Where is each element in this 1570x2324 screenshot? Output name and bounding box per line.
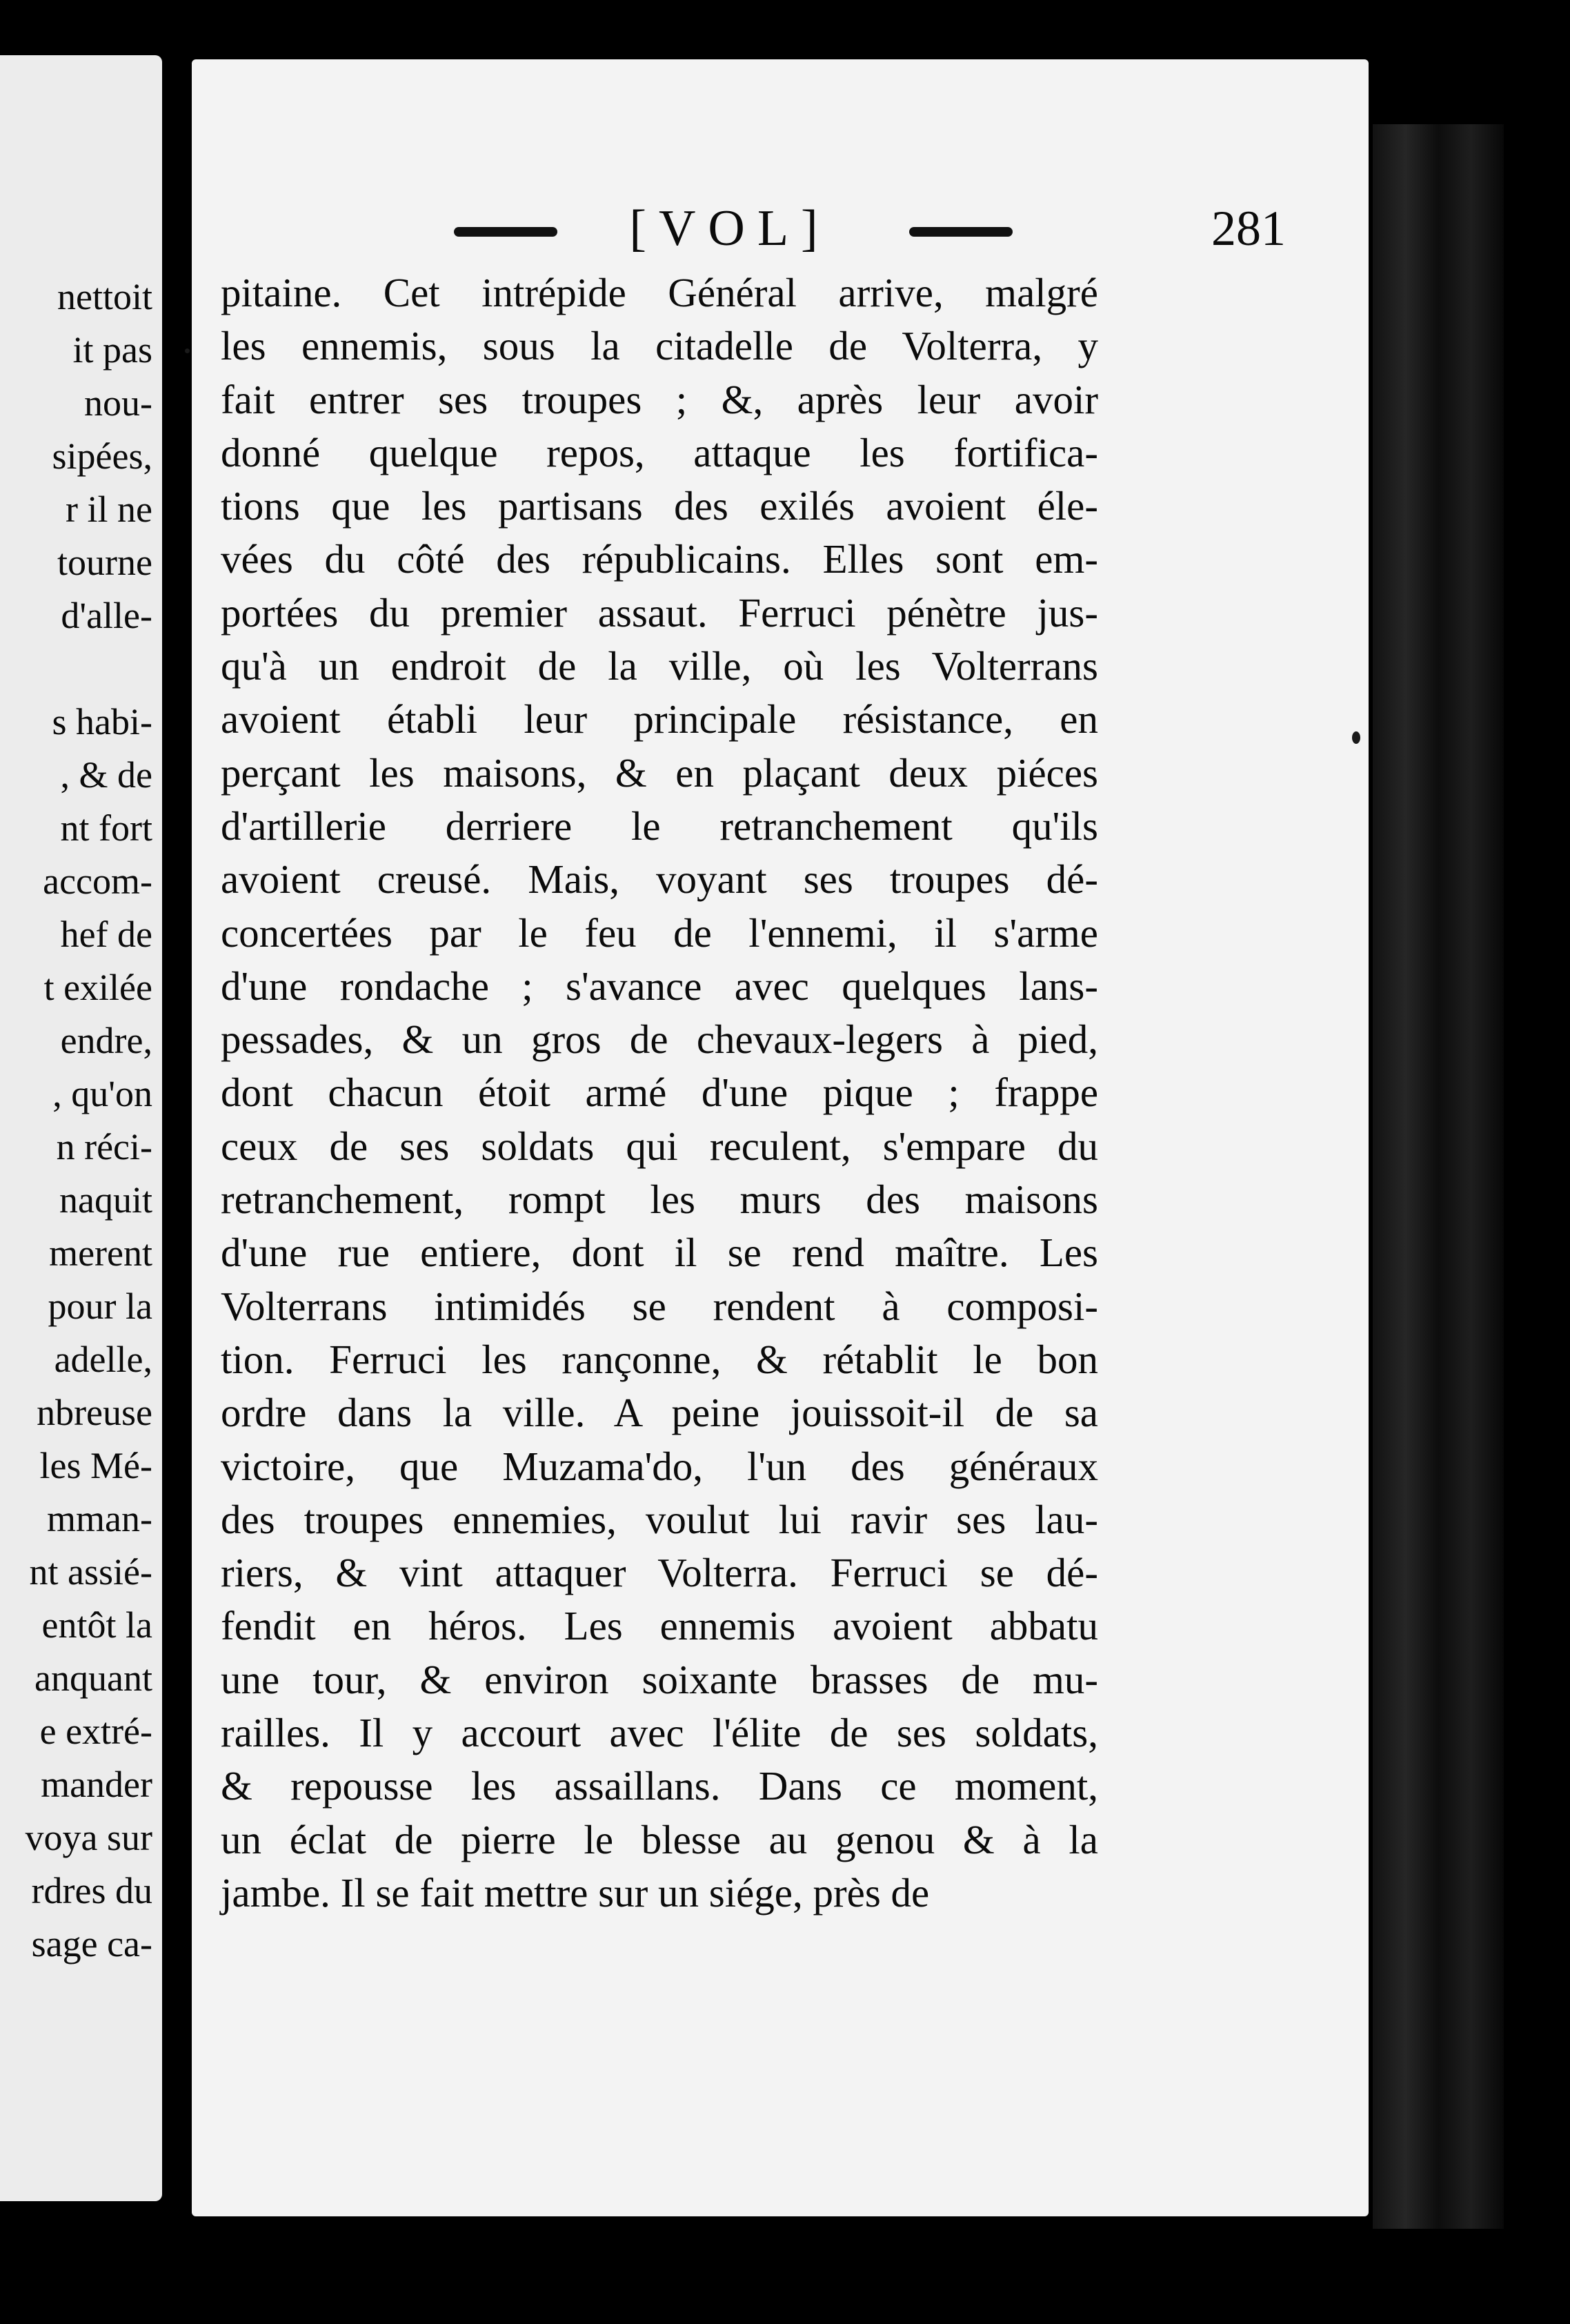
text-line: victoire, que Muzama'do, l'un des généraux (221, 1443, 1098, 1489)
facing-line: les Mé- (39, 1445, 152, 1486)
text-line: donné quelque repos, attaque les fortifica- (221, 429, 1098, 475)
text-line: vées du côté des républicains. Elles sont em- (221, 536, 1098, 582)
text-line: Volterrans intimidés se rendent à composi- (221, 1283, 1098, 1329)
text-line: avoient creusé. Mais, voyant ses troupes dé- (221, 856, 1098, 903)
facing-line: sipées, (52, 435, 152, 477)
facing-line: merent (49, 1232, 152, 1274)
facing-line: , & de (60, 754, 152, 796)
text-line: qu'à un endroit de la ville, où les Volterrans (221, 643, 1098, 689)
facing-line: accom- (43, 860, 152, 902)
page-number: 281 (1211, 201, 1286, 256)
facing-line: anquant (34, 1657, 152, 1699)
text-line: jambe. Il se fait mettre sur un siége, près de (221, 1869, 930, 1916)
text-line: perçant les maisons, & en plaçant deux piéces (221, 749, 1098, 796)
text-line: un éclat de pierre le blesse au genou & à la (221, 1816, 1098, 1862)
text-line: les ennemis, sous la citadelle de Volterra, y (221, 323, 1098, 369)
facing-page-text (0, 270, 152, 1971)
facing-line: t exilée (43, 967, 152, 1008)
text-line: avoient établi leur principale résistance, en (221, 696, 1098, 742)
text-line: riers, & vint attaquer Volterra. Ferruci se dé- (221, 1550, 1098, 1596)
text-line: fendit en héros. Les ennemis avoient abbatu (221, 1603, 1098, 1649)
facing-line: naquit (59, 1179, 152, 1221)
speck (185, 348, 190, 353)
body-text (221, 266, 1098, 1920)
text-line: pessades, & un gros de chevaux-legers à pied, (221, 1016, 1098, 1063)
text-line: pitaine. Cet intrépide Général arrive, malgré (221, 270, 1098, 315)
text-line: tion. Ferruci les rançonne, & rétablit le bon (221, 1336, 1098, 1382)
facing-line: , qu'on (52, 1073, 152, 1114)
speck (1352, 731, 1360, 744)
facing-line: nt assié- (29, 1551, 152, 1593)
book-page (192, 59, 1369, 2216)
text-line: portées du premier assaut. Ferruci pénètre jus- (221, 589, 1098, 636)
text-line: ordre dans la ville. A peine jouissoit-il de sa (221, 1390, 1098, 1436)
text-line: dont chacun étoit armé d'une pique ; frappe (221, 1070, 1098, 1116)
facing-line: entôt la (41, 1604, 152, 1646)
text-line: railles. Il y accourt avec l'élite de ses soldats, (221, 1710, 1098, 1756)
facing-line: e extré- (39, 1711, 152, 1752)
facing-line: mander (41, 1764, 152, 1805)
facing-line: sage ca- (31, 1923, 152, 1964)
facing-line: voya sur (25, 1817, 152, 1858)
text-line: fait entrer ses troupes ; &, après leur avoir (221, 376, 1098, 422)
facing-line: r il ne (66, 489, 152, 530)
facing-line: adelle, (54, 1339, 152, 1380)
facing-page-fragment (0, 55, 162, 2201)
running-title: [VOL] (629, 200, 831, 257)
facing-line: s habi- (52, 701, 152, 742)
facing-line (0, 642, 152, 696)
text-line: des troupes ennemies, voulut lui ravir ses lau- (221, 1496, 1098, 1542)
facing-line: it pas (72, 329, 152, 371)
book-edge (1373, 124, 1504, 2229)
text-line: d'artillerie derriere le retranchement qu'ils (221, 802, 1098, 849)
text-line: une tour, & environ soixante brasses de mu- (221, 1656, 1098, 1702)
facing-line: nou- (84, 382, 152, 424)
text-line: & repousse les assaillans. Dans ce moment, (221, 1763, 1098, 1809)
page-header (192, 194, 1369, 270)
text-line: retranchement, rompt les murs des maisons (221, 1176, 1098, 1223)
facing-line: nettoit (57, 276, 152, 317)
text-line: d'une rue entiere, dont il se rend maître. Les (221, 1230, 1098, 1276)
facing-line: endre, (60, 1020, 152, 1061)
text-line: d'une rondache ; s'avance avec quelques lans- (221, 963, 1098, 1009)
facing-line: nt fort (60, 807, 152, 849)
facing-line: n réci- (56, 1126, 152, 1168)
text-line: tions que les partisans des exilés avoient éle- (221, 483, 1098, 529)
facing-line: d'alle- (61, 595, 152, 636)
facing-line: mman- (47, 1498, 152, 1539)
facing-line: pour la (48, 1286, 152, 1327)
facing-line: hef de (60, 914, 152, 955)
text-line: ceux de ses soldats qui reculent, s'empare du (221, 1123, 1098, 1169)
text-line: concertées par le feu de l'ennemi, il s'arme (221, 909, 1098, 956)
facing-line: rdres du (31, 1870, 152, 1911)
ornament-right-icon (909, 227, 1013, 237)
facing-line: tourne (57, 542, 152, 583)
facing-line: nbreuse (37, 1392, 152, 1433)
